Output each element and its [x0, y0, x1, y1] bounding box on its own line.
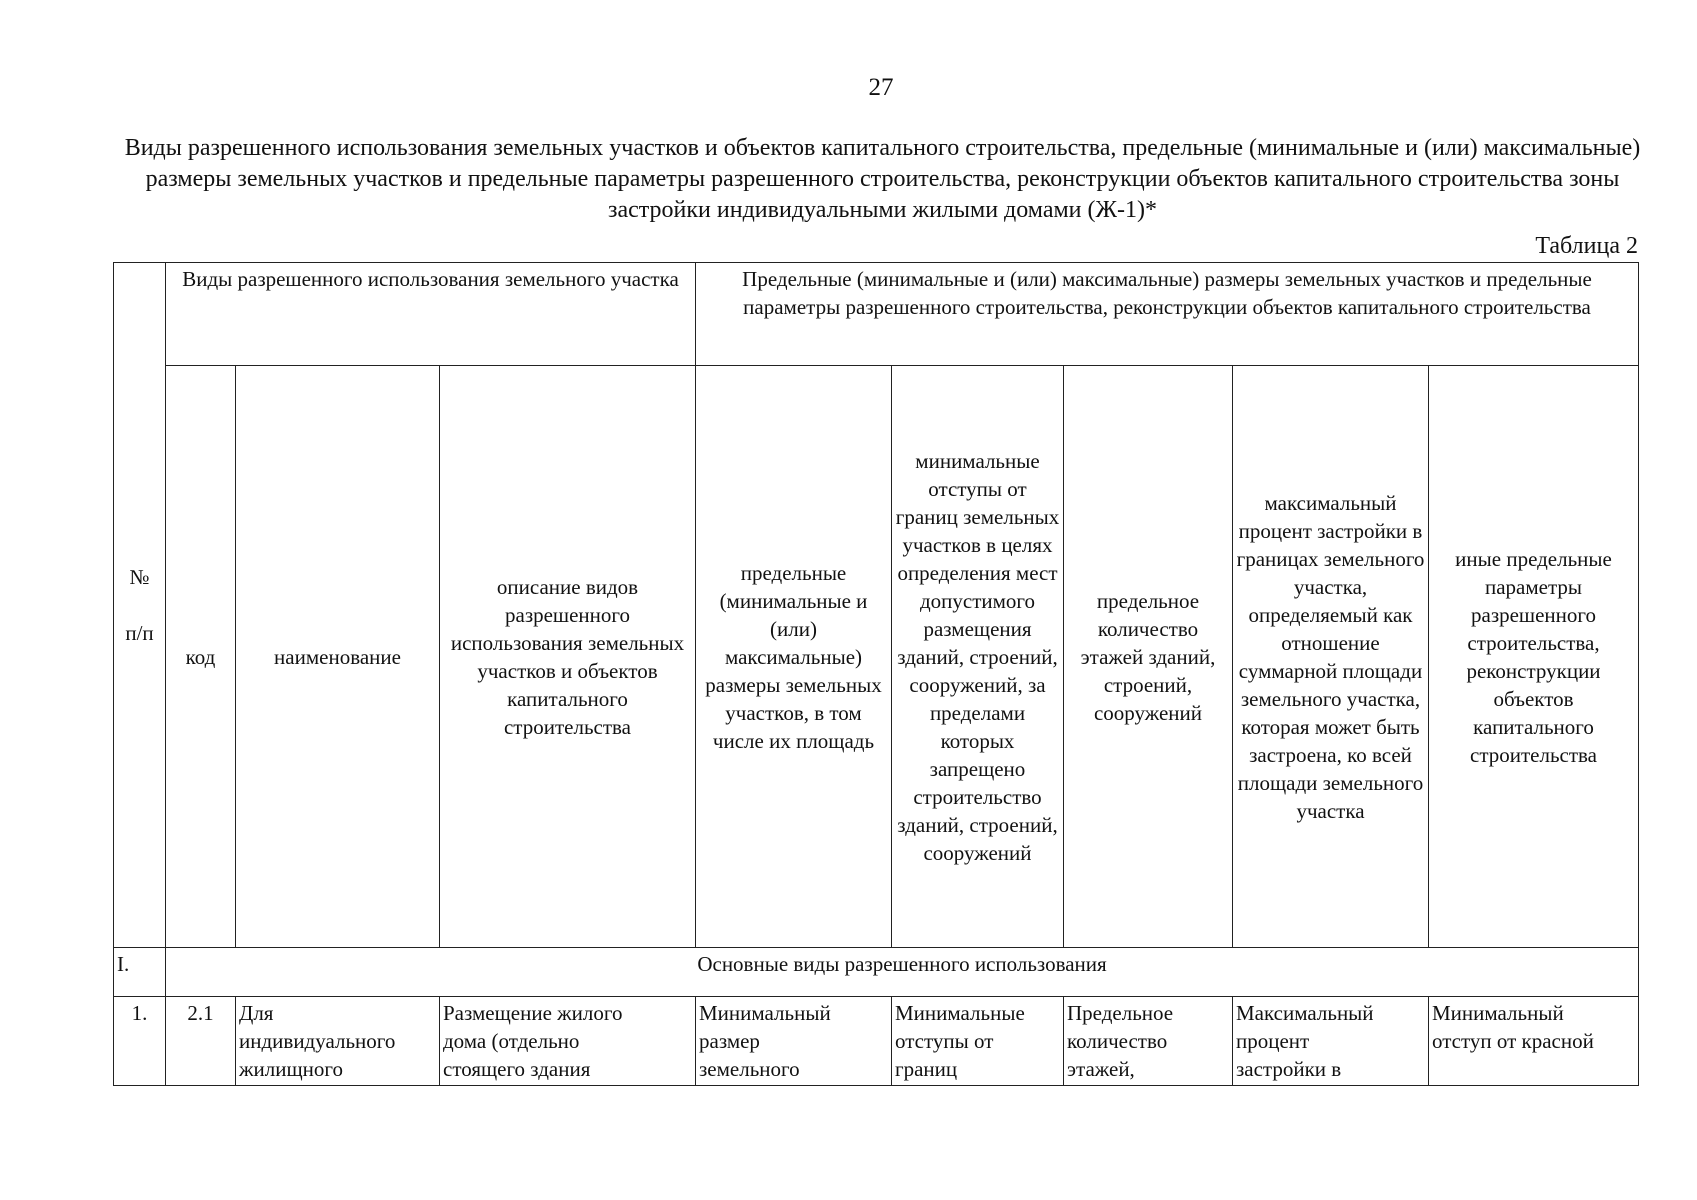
row-setbacks-cell: [892, 997, 1064, 1086]
section-label: Основные виды разрешенного использования: [697, 952, 1107, 976]
header-setbacks: минимальные отступы от границ земельных участков в целях определения мест допустимого размещения зданий, строений, сооружений, за пределами которых запрещено строительство зданий, строений, сооружений: [895, 448, 1060, 865]
header-other-cell: [1429, 366, 1639, 948]
row-coverage: Максимальный процент застройки в: [1236, 1001, 1374, 1081]
header-limits-cell: [696, 263, 1639, 366]
row-name: Для индивидуального жилищного: [239, 1001, 396, 1081]
header-code-cell: [166, 366, 236, 948]
row-other: Минимальный отступ от красной: [1432, 1001, 1594, 1053]
section-number-cell: [114, 948, 166, 997]
row-code: 2.1: [187, 1001, 214, 1025]
header-setbacks-cell: [892, 366, 1064, 948]
header-floors: предельное количество этажей зданий, строений, сооружений: [1080, 588, 1216, 725]
header-number: № п/п: [125, 565, 154, 645]
row-setbacks: Минимальные отступы от границ: [895, 1001, 1025, 1081]
header-sizes: предельные (минимальные и (или) максимальные) размеры земельных участков, в том числе их площадь: [705, 560, 882, 753]
section-number: I.: [117, 952, 130, 976]
document-title: Виды разрешенного использования земельных участков и объектов капитального строительства, предельные (минимальные и (или) максимальные) размеры земельных участков и предельные параметры разрешенного строительства, реконструкции объектов капитального строительства зоны застройки индивидуальными жилыми домами (Ж-1)*: [124, 135, 1641, 223]
header-use-types-cell: [166, 263, 696, 366]
table-label: Таблица 2: [1535, 233, 1638, 259]
row-other-cell: [1429, 997, 1639, 1086]
header-limits: Предельные (минимальные и (или) максимальные) размеры земельных участков и предельные параметры разрешенного строительства, реконструкции объектов капитального строительства: [742, 267, 1592, 319]
row-code-cell: [166, 997, 236, 1086]
header-description-cell: [440, 366, 696, 948]
section-label-cell: [166, 948, 1639, 997]
header-description: описание видов разрешенного использования земельных участков и объектов капитального строительства: [450, 574, 685, 739]
header-row-groups: [114, 263, 1639, 366]
header-other: иные предельные параметры разрешенного строительства, реконструкции объектов капитального строительства: [1455, 546, 1612, 767]
row-name-cell: [236, 997, 440, 1086]
row-floors-cell: [1064, 997, 1233, 1086]
page-number: 27: [868, 74, 894, 101]
header-sizes-cell: [696, 366, 892, 948]
header-name: наименование: [274, 644, 401, 669]
header-coverage: максимальный процент застройки в границах земельного участка, определяемый как отношение суммарной площади земельного участка, которая может быть застроена, ко всей площади земельного участка: [1236, 490, 1425, 823]
header-floors-cell: [1064, 366, 1233, 948]
row-description-cell: [440, 997, 696, 1086]
row-sizes: Минимальный размер земельного: [699, 1001, 831, 1081]
row-number: 1.: [131, 1001, 148, 1025]
header-code: код: [185, 644, 216, 669]
row-coverage-cell: [1233, 997, 1429, 1086]
header-name-cell: [236, 366, 440, 948]
row-description: Размещение жилого дома (отдельно стоящего здания: [443, 1001, 623, 1081]
header-use-types: Виды разрешенного использования земельного участка: [182, 267, 679, 291]
section-row: [114, 948, 1639, 997]
table-row: [114, 997, 1639, 1086]
header-row-columns: [114, 366, 1639, 948]
row-floors: Предельное количество этажей,: [1067, 1001, 1174, 1081]
land-use-table: [113, 262, 1639, 1086]
row-sizes-cell: [696, 997, 892, 1086]
row-number-cell: [114, 997, 166, 1086]
header-number-cell: [114, 263, 166, 948]
header-coverage-cell: [1233, 366, 1429, 948]
